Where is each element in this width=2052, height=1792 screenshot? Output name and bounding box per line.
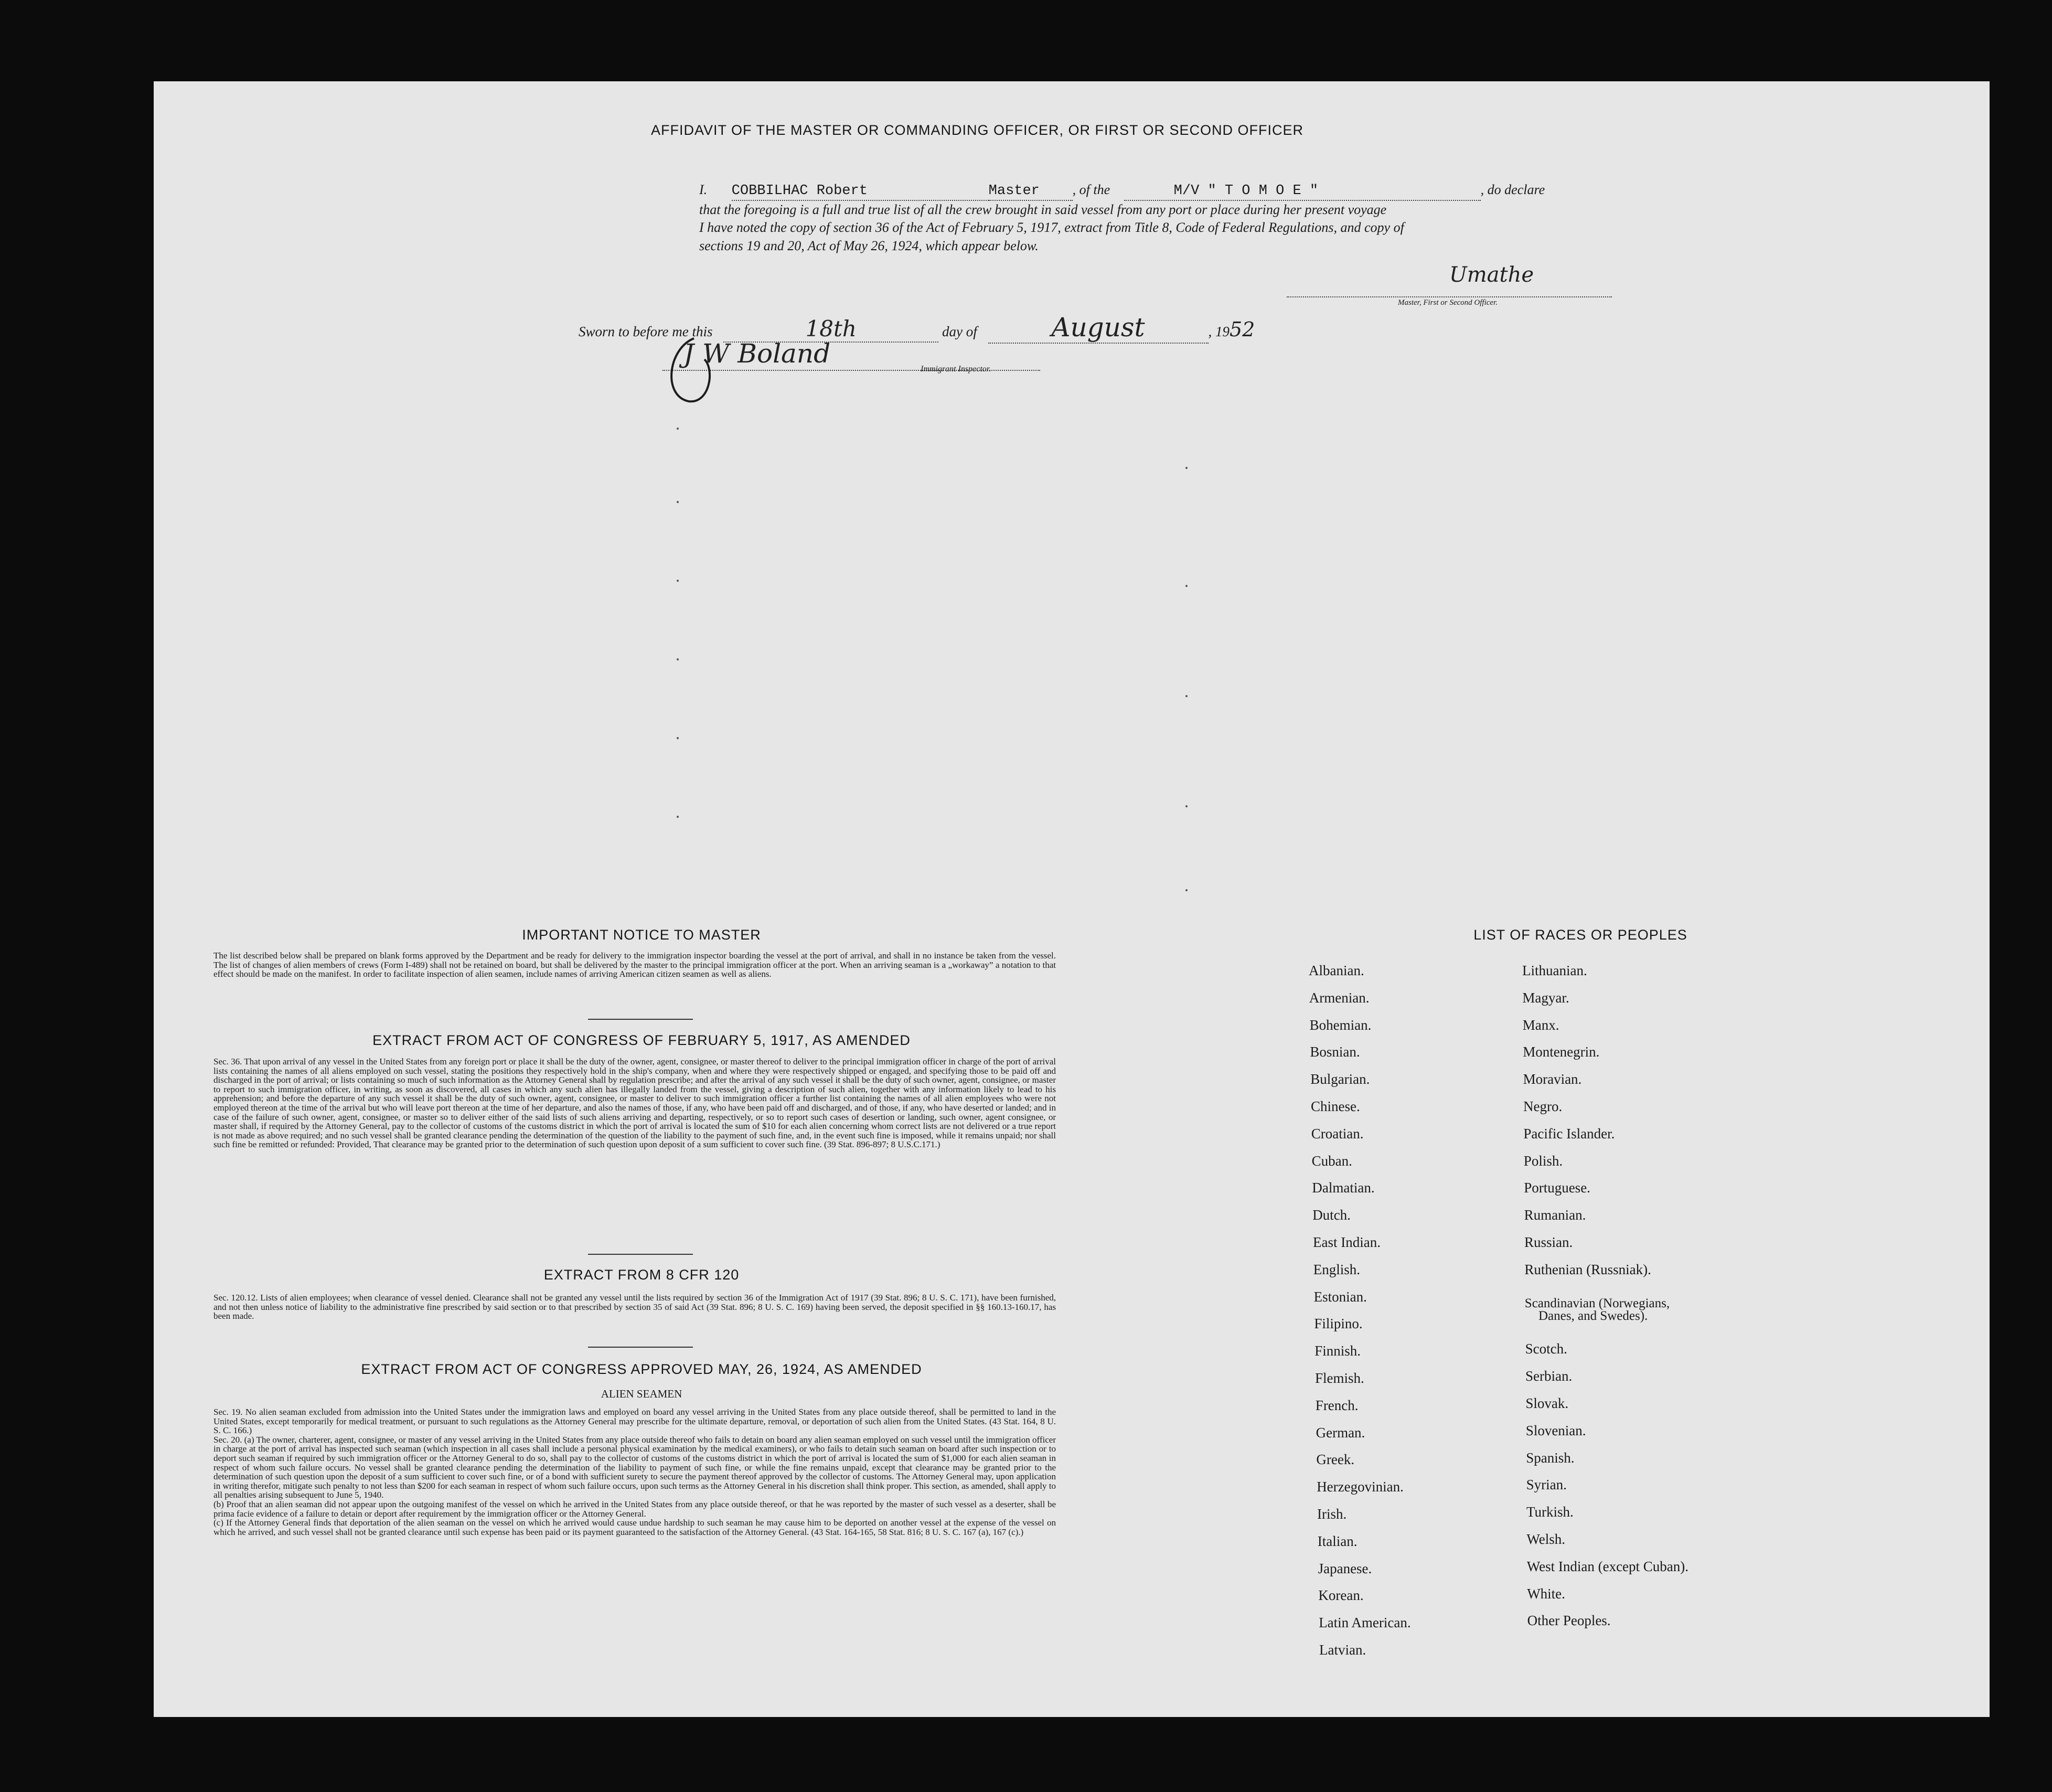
races-title: LIST OF RACES OR PEOPLES: [1473, 927, 1687, 943]
race-item: Scandinavian (Norwegians,: [1524, 1296, 1670, 1310]
race-item: Other Peoples.: [1527, 1613, 1611, 1629]
race-item: Spanish.: [1526, 1449, 1575, 1466]
scan-mark: [1185, 467, 1188, 469]
race-item: Croatian.: [1311, 1125, 1364, 1142]
extract-1917-title: EXTRACT FROM ACT OF CONGRESS OF FEBRUARY 5, 1917, AS AMENDED: [372, 1032, 911, 1048]
declaration-line-3: I have noted the copy of section 36 of the Act of February 5, 1917, extract from Title 8, Code of Federal Regulations, and copy of: [699, 220, 1404, 235]
inspector-signature-text: J W Boland: [683, 338, 831, 369]
day-value: 18th: [805, 316, 857, 342]
separator-rule: [588, 1254, 693, 1255]
scan-mark: [677, 428, 679, 430]
race-item: Rumanian.: [1524, 1207, 1586, 1223]
scan-mark: [1185, 889, 1188, 891]
race-item: Slovenian.: [1525, 1422, 1586, 1438]
race-item: Greek.: [1316, 1452, 1355, 1468]
race-item: Irish.: [1317, 1506, 1347, 1522]
race-item: Polish.: [1523, 1153, 1563, 1169]
extract-cfr-body: Sec. 120.12. Lists of alien employees; when clearance of vessel denied. Clearance shall not be granted any vessel until the lists required by section 36 of the Immigration Act of 1917 (39 Stat. 896; 8 U. S. C. 171), have been furnished, and not then unless notice of liability to the administrative fine prescribed by said section or to that prescribed by section 35 of said Act (39 Stat. 896; 8 U. S. C. 169) having been served, the deposit specified in §§ 160.13-160.17, has been made.: [213, 1293, 1056, 1321]
race-item: Moravian.: [1523, 1071, 1582, 1087]
race-item: Scotch.: [1525, 1341, 1567, 1357]
race-item: Italian.: [1317, 1533, 1358, 1549]
race-item: Korean.: [1318, 1587, 1364, 1604]
extract-1924-subtitle: ALIEN SEAMEN: [601, 1388, 682, 1400]
signature-caption: Master, First or Second Officer.: [1398, 298, 1498, 307]
inspector-caption: Immigrant Inspector.: [921, 365, 991, 374]
race-item: Syrian.: [1526, 1477, 1567, 1493]
race-item: French.: [1315, 1397, 1359, 1413]
scan-mark: [1185, 585, 1188, 587]
affidavit-title: AFFIDAVIT OF THE MASTER OR COMMANDING OFFICER, OR FIRST OR SECOND OFFICER: [650, 122, 1304, 138]
race-item: Filipino.: [1314, 1316, 1363, 1332]
race-item: Albanian.: [1309, 963, 1364, 978]
sec-20a: Sec. 20. (a) The owner, charterer, agent, consignee, or master of any vessel arriving in the United States from any place outside thereof who fails to detain on board any alien seaman employed on such vessel until the immigration officer in charge at the port of arrival has inspected such seaman (which inspection in all cases shall include a personal physical examination by the medical examiners), or who fails to detain such seaman on board after such inspection or to deport such seaman if required by such immigration officer or the Attorney General to do so, shall pay to the collector of customs of the customs district in which the port of arrival is located the sum of $1,000 for each alien seaman in respect of whom such failure occurs. No vessel shall be granted clearance pending the determination of the liability to payment of such fine, or while the fine remains unpaid, except that clearance may be granted prior to the determination of such question upon the deposit of a sum sufficient to cover such fine, or of a bond with sufficient surety to secure the payment thereof approved by the collector of customs. The Attorney General may, upon application in writing therefor, mitigate such penalty to not less than $200 for each seaman in respect of whom such failure occurs, upon such terms as the Attorney General in his discretion shall think proper. This section, as amended, shall apply to all penalties arising subsequent to June 5, 1940.: [213, 1434, 1056, 1500]
declaration-line-2: that the foregoing is a full and true list of all the crew brought in said vessel from any port or place during her present voyage: [699, 202, 1387, 217]
race-item: Dalmatian.: [1312, 1180, 1375, 1196]
race-item: Bohemian.: [1309, 1017, 1372, 1033]
scan-mark: [677, 580, 679, 582]
day-of-label: day of: [942, 324, 977, 339]
race-item: East Indian.: [1313, 1234, 1381, 1250]
vessel-name: M/V " T O M O E ": [1173, 183, 1319, 199]
extract-1924-body: [213, 1407, 1056, 1537]
sec-20c: (c) If the Attorney General finds that deportation of the alien seaman on the vessel on which he arrived would cause undue hardship to such seaman he may cause him to be deported on another vessel at the expense of the vessel on which he arrived, and such vessel shall not be granted clearance until such expense has been paid or its payment guaranteed to the satisfaction of the Attorney General. (43 Stat. 164-165, 58 Stat. 816; 8 U. S. C. 167 (a), 167 (c).): [213, 1518, 1056, 1537]
scan-mark: [677, 816, 679, 818]
race-item: Ruthenian (Russniak).: [1524, 1261, 1651, 1277]
do-declare-label: , do declare: [1480, 182, 1545, 197]
notice-body: The list described below shall be prepared on blank forms approved by the Department and be ready for delivery to the immigration inspector boarding the vessel at the port of arrival, and shall in no instance be taken from the vessel. The list of changes of alien members of crews (Form I-489) shall not be retained on board, but shall be delivered by the master to the principal immigration officer at the port. When an arriving seaman is a „workaway” a notation to that effect should be made on the manifest. In order to facilitate inspection of alien seamen, include names of arriving American citizen seamen as well as aliens.: [213, 951, 1056, 979]
scan-mark: [677, 737, 679, 739]
race-item: Estonian.: [1313, 1288, 1367, 1305]
document-page: [154, 81, 1990, 1717]
vessel-field: [1124, 181, 1481, 201]
race-item: Chinese.: [1311, 1098, 1360, 1114]
separator-rule: [588, 1019, 693, 1020]
sec-20b: (b) Proof that an alien seaman did not appear upon the outgoing manifest of the vessel on which he arrived in the United States from any place outside thereof, or that he was reported by the master of such vessel as a deserter, shall be prima facie evidence of a failure to detain or deport after requirement by the immigration officer or the Attorney General.: [213, 1499, 1056, 1519]
race-item: Montenegrin.: [1523, 1044, 1600, 1060]
sec-19: Sec. 19. No alien seaman excluded from admission into the United States under the immigration laws and employed on board any vessel arriving in the United States from any place outside thereof, shall be permitted to land in the United States, except temporarily for medical treatment, or pursuant to such regulations as the Attorney General may prescribe for the ultimate departure, removal, or deportation of such alien from the United States. (43 Stat. 164, 8 U. S. C. 166.): [213, 1407, 1056, 1436]
race-item: Lithuanian.: [1522, 963, 1587, 978]
race-item: Japanese.: [1318, 1560, 1372, 1576]
declaration-i: I.: [699, 182, 708, 197]
scan-mark: [1185, 695, 1188, 697]
notice-title: IMPORTANT NOTICE TO MASTER: [522, 927, 761, 943]
race-item: Turkish.: [1526, 1504, 1574, 1520]
of-the-label: , of the: [1072, 182, 1110, 197]
race-item: Latin American.: [1319, 1615, 1411, 1631]
race-item: Serbian.: [1525, 1368, 1573, 1384]
declaration-line-4: sections 19 and 20, Act of May 26, 1924, which appear below.: [699, 238, 1039, 253]
sworn-label: Sworn to before me this: [579, 324, 713, 339]
year-value: 52: [1230, 318, 1255, 341]
race-item: Slovak.: [1525, 1395, 1569, 1411]
master-name: COBBILHAC Robert: [731, 183, 868, 199]
race-item: Pacific Islander.: [1523, 1125, 1615, 1142]
scan-mark: [677, 658, 679, 660]
scan-mark: [1185, 805, 1188, 807]
race-item: West Indian (except Cuban).: [1526, 1558, 1689, 1574]
race-item: Magyar.: [1522, 989, 1569, 1006]
extract-1924-title: EXTRACT FROM ACT OF CONGRESS APPROVED MAY, 26, 1924, AS AMENDED: [361, 1361, 922, 1377]
race-item: White.: [1527, 1585, 1565, 1602]
race-item: Danes, and Swedes).: [1538, 1308, 1648, 1323]
race-item: English.: [1313, 1261, 1361, 1277]
race-item: Herzegovinian.: [1317, 1479, 1404, 1495]
month-value: August: [1051, 312, 1145, 343]
rank: Master: [988, 183, 1040, 199]
extract-cfr-title: EXTRACT FROM 8 CFR 120: [543, 1267, 740, 1283]
year-prefix: , 19: [1208, 324, 1230, 339]
race-item: Portuguese.: [1524, 1180, 1590, 1196]
race-item: Negro.: [1523, 1098, 1563, 1114]
declaration-line-1: [699, 181, 1696, 201]
race-item: Armenian.: [1309, 989, 1370, 1006]
race-item: Manx.: [1522, 1017, 1559, 1033]
signature-flourish: [657, 328, 731, 412]
race-item: Cuban.: [1311, 1153, 1352, 1169]
name-field: [732, 181, 989, 201]
race-item: Bosnian.: [1310, 1044, 1360, 1060]
separator-rule: [588, 1347, 693, 1348]
race-item: Russian.: [1524, 1234, 1573, 1250]
race-item: Finnish.: [1314, 1343, 1361, 1359]
master-signature: [1287, 265, 1612, 297]
race-item: Latvian.: [1319, 1642, 1366, 1658]
race-item: Dutch.: [1312, 1207, 1351, 1223]
race-item: Bulgarian.: [1310, 1071, 1370, 1087]
race-item: German.: [1316, 1424, 1365, 1441]
race-item: Welsh.: [1526, 1531, 1565, 1547]
master-signature-text: Umathe: [1449, 263, 1534, 287]
rank-field: [989, 181, 1073, 201]
extract-1917-body: Sec. 36. That upon arrival of any vessel in the United States from any foreign port or place it shall be the duty of the owner, agent, consignee, or master thereof to deliver to the principal immigration officer in charge of the port of arrival lists containing the names of all aliens employed on such vessel, stating the positions they respectively hold in the ship's company, when and where they were respectively shipped or engaged, and specifying those to be paid off and discharged in the port of arrival; or lists containing so much of such information as the Attorney General shall by regulation prescribe; and after the arrival of any such vessel it shall be the duty of such owner, agent, consignee, or master to report to such immigration officer, in writing, as soon as discovered, all cases in which any such alien has illegally landed from the vessel, giving a description of such alien, together with any information likely to lead to his apprehension; and before the departure of any such vessel it shall be the duty of such owner, agent, consignee, or master to deliver to such immigration officer a further list containing the names of all alien employees who were not employed thereon at the time of the arrival but who will leave port thereon at the time of her departure, and also the names of those, if any, who have been paid off and discharged, and of those, if any, who have deserted or landed; and in case of the failure of such owner, agent, consignee, or master so to deliver either of the said lists of such aliens arriving and departing, respectively, or so to report such cases of desertion or landing, such owner, agent consignee, or master shall, if required by the Attorney General, pay to the collector of customs of the customs district in which the port of arrival is located the sum of $10 for each alien concerning whom correct lists are not delivered or a true report is not made as above required; and no such vessel shall be granted clearance pending the determination of the question of the liability to the payment of such fine, and, in the event such fine is imposed, while it remains unpaid; nor shall such fine be remitted or refunded: Provided, That clearance may be granted prior to the determination of such question upon deposit of a sum sufficient to cover such fine. (39 Stat. 896-897; 8 U.S.C.171.): [213, 1057, 1056, 1150]
race-item: Flemish.: [1315, 1370, 1364, 1386]
scan-mark: [677, 501, 679, 503]
